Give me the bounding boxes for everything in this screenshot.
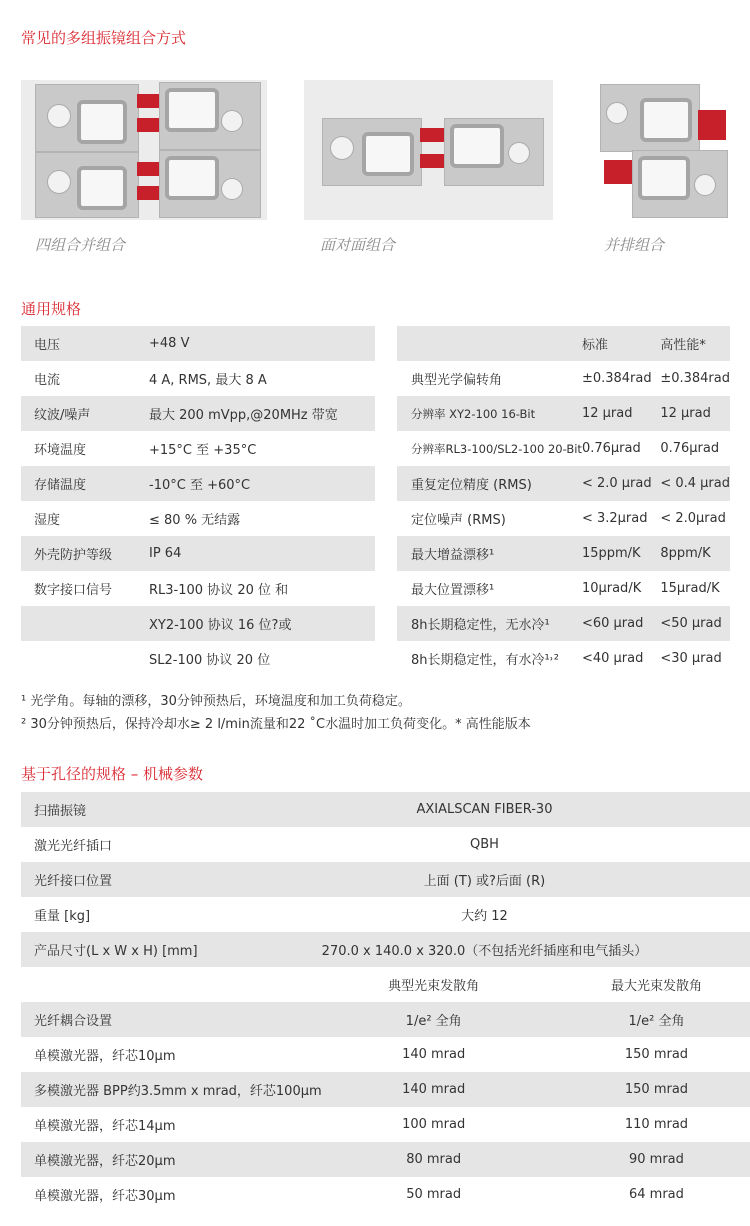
table-row	[21, 431, 375, 466]
table-row	[397, 466, 730, 501]
table-row	[21, 606, 375, 641]
spec-label: 重量 [kg]	[21, 897, 322, 932]
max-divergence: 150 mrad	[546, 1037, 750, 1072]
table-row	[21, 967, 750, 1002]
table-row	[21, 1142, 750, 1177]
spec-value: +15°C 至 +35°C	[149, 431, 375, 466]
max-divergence: 最大光束发散角	[546, 967, 750, 1002]
spec-label: 产品尺寸(L x W x H) [mm]	[21, 932, 322, 967]
standard-value: < 2.0 µrad	[582, 466, 660, 501]
spec-label: 分辨率RL3-100/SL2-100 20-Bit	[397, 431, 582, 466]
table-row	[21, 897, 750, 932]
spec-label: 典型光学偏转角	[397, 361, 582, 396]
table-row	[397, 606, 730, 641]
typical-divergence: 典型光束发散角	[322, 967, 546, 1002]
high-performance-value: 15µrad/K	[660, 571, 730, 606]
table-row	[21, 641, 375, 676]
spec-label: 电压	[21, 326, 149, 361]
max-divergence: 110 mrad	[546, 1107, 750, 1142]
spec-value: ≤ 80 % 无结露	[149, 501, 375, 536]
table-row	[21, 536, 375, 571]
typical-divergence: 1/e² 全角	[322, 1002, 546, 1037]
table-row	[21, 862, 750, 897]
spec-value: QBH	[322, 827, 750, 862]
high-performance-value: 12 µrad	[660, 396, 730, 431]
section-title-mechanical: 基于孔径的规格 – 机械参数	[21, 765, 204, 783]
spec-label: 扫描振镜	[21, 792, 322, 827]
standard-value: 15ppm/K	[582, 536, 660, 571]
high-performance-value: 0.76µrad	[660, 431, 730, 466]
spec-label: 最大位置漂移¹	[397, 571, 582, 606]
spec-label: 最大增益漂移¹	[397, 536, 582, 571]
table-row	[21, 1107, 750, 1142]
section-title-general: 通用规格	[21, 300, 82, 318]
typical-divergence: 100 mrad	[322, 1107, 546, 1142]
spec-label	[21, 967, 322, 1002]
table-row	[21, 501, 375, 536]
table-row	[21, 361, 375, 396]
spec-label	[21, 606, 149, 641]
max-divergence: 150 mrad	[546, 1072, 750, 1107]
spec-label: 光纤耦合设置	[21, 1002, 322, 1037]
spec-label: 外壳防护等级	[21, 536, 149, 571]
standard-value: 10µrad/K	[582, 571, 660, 606]
footnote-1: ¹ 光学角。每轴的漂移，30分钟预热后，环境温度和加工负荷稳定。	[21, 694, 411, 709]
spec-label: 单模激光器，纤芯14µm	[21, 1107, 322, 1142]
spec-value: SL2-100 协议 20 位	[149, 641, 375, 676]
standard-value: 0.76µrad	[582, 431, 660, 466]
spec-label: 湿度	[21, 501, 149, 536]
spec-label: 存储温度	[21, 466, 149, 501]
spec-label: 电流	[21, 361, 149, 396]
spec-value: RL3-100 协议 20 位 和	[149, 571, 375, 606]
spec-label: 分辨率 XY2-100 16-Bit	[397, 396, 582, 431]
table-row	[21, 326, 375, 361]
spec-value: 270.0 x 140.0 x 320.0（不包括光纤插座和电气插头）	[322, 932, 750, 967]
high-performance-value: <50 µrad	[660, 606, 730, 641]
table-row	[21, 571, 375, 606]
side-by-side-caption: 并排组合	[604, 236, 665, 254]
high-performance-value: ±0.384rad	[660, 361, 730, 396]
max-divergence: 64 mrad	[546, 1177, 750, 1212]
standard-value: < 3.2µrad	[582, 501, 660, 536]
max-divergence: 1/e² 全角	[546, 1002, 750, 1037]
spec-label: 单模激光器，纤芯10µm	[21, 1037, 322, 1072]
standard-value: <40 µrad	[582, 641, 660, 676]
max-divergence: 90 mrad	[546, 1142, 750, 1177]
spec-label: 8h长期稳定性，无水冷¹	[397, 606, 582, 641]
spec-label: 单模激光器，纤芯20µm	[21, 1142, 322, 1177]
high-performance-value: < 0.4 µrad	[660, 466, 730, 501]
table-row	[21, 466, 375, 501]
face-to-face-caption: 面对面组合	[320, 236, 396, 254]
spec-label: 定位噪声 (RMS)	[397, 501, 582, 536]
high-performance-value: 8ppm/K	[660, 536, 730, 571]
spec-value: IP 64	[149, 536, 375, 571]
table-row	[21, 1037, 750, 1072]
spec-label: 8h长期稳定性，有水冷¹˒²	[397, 641, 582, 676]
mechanical-spec-table	[21, 792, 750, 1212]
spec-value: 4 A, RMS, 最大 8 A	[149, 361, 375, 396]
standard-value: ±0.384rad	[582, 361, 660, 396]
table-row	[21, 792, 750, 827]
spec-label: 环境温度	[21, 431, 149, 466]
standard-value: 标准	[582, 326, 660, 361]
high-performance-value: <30 µrad	[660, 641, 730, 676]
spec-value: 大约 12	[322, 897, 750, 932]
optical-spec-table	[397, 326, 730, 676]
spec-value: +48 V	[149, 326, 375, 361]
table-row	[21, 827, 750, 862]
spec-label: 数字接口信号	[21, 571, 149, 606]
spec-label: 激光光纤插口	[21, 827, 322, 862]
footnote-2: ² 30分钟预热后，保持冷却水≥ 2 l/min流量和22 ˚C水温时加工负荷变化。* 高性能版本	[21, 717, 531, 732]
table-header-row	[397, 326, 730, 361]
side-by-side-image	[590, 80, 730, 220]
table-row	[21, 1177, 750, 1212]
table-row	[397, 396, 730, 431]
table-row	[21, 1002, 750, 1037]
spec-label	[397, 326, 582, 361]
spec-value: -10°C 至 +60°C	[149, 466, 375, 501]
spec-label: 重复定位精度 (RMS)	[397, 466, 582, 501]
typical-divergence: 80 mrad	[322, 1142, 546, 1177]
standard-value: 12 µrad	[582, 396, 660, 431]
four-group-image	[21, 80, 267, 220]
table-row	[21, 1072, 750, 1107]
table-row	[21, 396, 375, 431]
spec-value: 最大 200 mVpp,@20MHz 带宽	[149, 396, 375, 431]
four-group-caption: 四组合并组合	[35, 236, 126, 254]
spec-label: 纹波/噪声	[21, 396, 149, 431]
spec-label	[21, 641, 149, 676]
table-row	[397, 361, 730, 396]
spec-label: 单模激光器，纤芯30µm	[21, 1177, 322, 1212]
high-performance-value: 高性能*	[660, 326, 730, 361]
table-row	[397, 571, 730, 606]
typical-divergence: 140 mrad	[322, 1037, 546, 1072]
face-to-face-image	[304, 80, 553, 220]
typical-divergence: 50 mrad	[322, 1177, 546, 1212]
standard-value: <60 µrad	[582, 606, 660, 641]
table-row	[397, 431, 730, 466]
spec-value: XY2-100 协议 16 位?或	[149, 606, 375, 641]
table-row	[21, 932, 750, 967]
spec-label: 多模激光器 BPP约3.5mm x mrad，纤芯100µm	[21, 1072, 322, 1107]
spec-label: 光纤接口位置	[21, 862, 322, 897]
general-spec-table	[21, 326, 375, 676]
table-row	[397, 641, 730, 676]
table-row	[397, 536, 730, 571]
typical-divergence: 140 mrad	[322, 1072, 546, 1107]
spec-value: 上面 (T) 或?后面 (R)	[322, 862, 750, 897]
table-row	[397, 501, 730, 536]
spec-value: AXIALSCAN FIBER-30	[322, 792, 750, 827]
section-title-combinations: 常见的多组振镜组合方式	[21, 29, 187, 47]
high-performance-value: < 2.0µrad	[660, 501, 730, 536]
